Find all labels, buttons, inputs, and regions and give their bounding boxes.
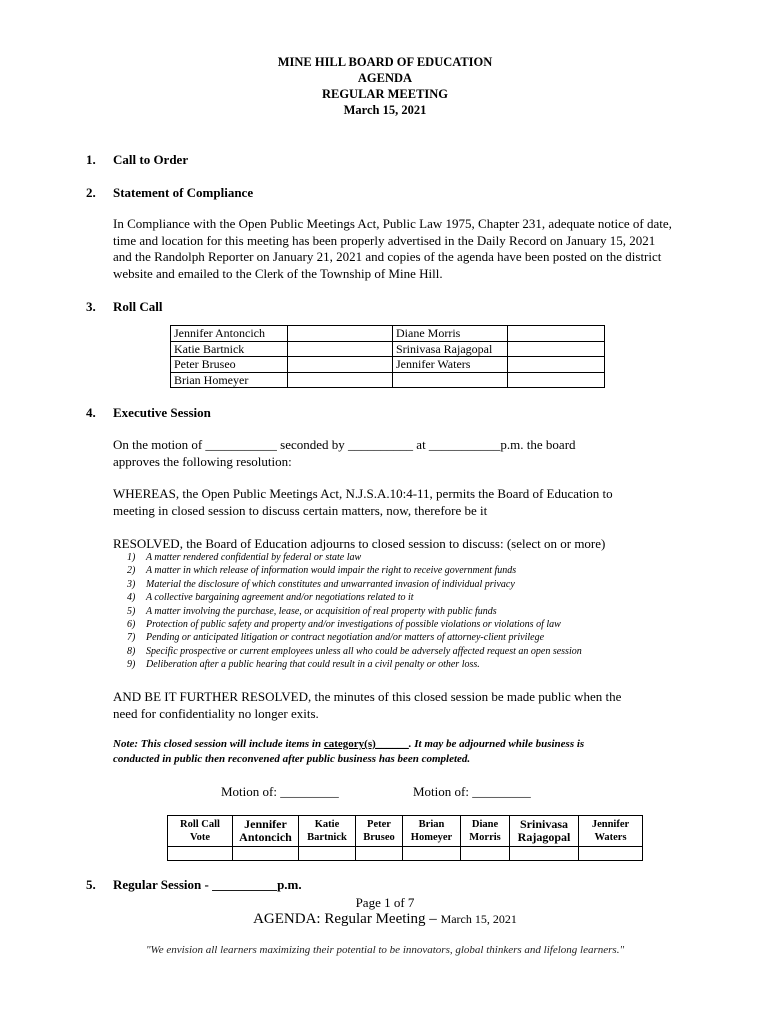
roll-mark-cell[interactable]: [508, 341, 605, 357]
district-motto: "We envision all learners maximizing their potential to be innovators, global thinkers and lifelong learners.": [145, 944, 625, 956]
section-5-number: 5.: [86, 877, 96, 892]
table-row: [171, 372, 605, 388]
compliance-paragraph: [113, 216, 723, 282]
table-row: [171, 357, 605, 373]
compliance-line: website and emailed to the Clerk of the Township of Mine Hill.: [113, 265, 443, 281]
vote-header: Peter Bruseo: [356, 816, 403, 847]
vote-cell[interactable]: [356, 847, 403, 861]
motion-of-1[interactable]: Motion of: _________: [221, 784, 339, 799]
section-4-title: Executive Session: [113, 405, 211, 420]
table-row: [168, 847, 643, 861]
roll-name: Peter Bruseo: [171, 357, 288, 373]
list-item[interactable]: 3) Material the disclosure of which constitutes and unwarranted invasion of individual privacy: [127, 578, 515, 590]
further-line: AND BE IT FURTHER RESOLVED, the minutes of this closed session be made public when the: [113, 689, 622, 704]
meeting-type: REGULAR MEETING: [321, 87, 449, 101]
category-blank[interactable]: category(s)______: [323, 738, 409, 750]
roll-mark-cell[interactable]: [508, 357, 605, 373]
further-line: need for confidentiality no longer exits.: [113, 705, 319, 721]
roll-name: Jennifer Antoncich: [171, 326, 288, 342]
resolved-line: RESOLVED, the Board of Education adjourns to closed session to discuss: (select on or more): [113, 536, 606, 551]
compliance-line: time and location for this meeting has been properly advertised in the Daily Record on January 15, 2021: [113, 232, 656, 248]
vote-header: Roll Call Vote: [168, 816, 233, 847]
meeting-date: March 15, 2021: [343, 103, 427, 117]
vote-header: Srinivasa Rajagopal: [510, 816, 579, 847]
whereas-line: meeting in closed session to discuss certain matters, now, therefore be it: [113, 502, 488, 518]
vote-header: Jennifer Antoncich: [233, 816, 299, 847]
list-item[interactable]: 5) A matter involving the purchase, lease, or acquisition of real property with public funds: [127, 605, 497, 617]
note-line: Note: This closed session will include items in category(s)______. It may be adjourned while business is: [113, 738, 585, 750]
list-item[interactable]: 9) Deliberation after a public hearing that could result in a civil penalty or other loss.: [127, 659, 480, 671]
list-item[interactable]: 4) A collective bargaining agreement and/or negotiations related to it: [127, 592, 414, 604]
section-1-title: Call to Order: [113, 152, 189, 167]
roll-call-table: [170, 325, 605, 388]
section-2-title: Statement of Compliance: [113, 185, 254, 200]
table-row: [171, 326, 605, 342]
table-row: [168, 816, 643, 847]
motion-line: approves the following resolution:: [113, 453, 292, 469]
district-title: MINE HILL BOARD OF EDUCATION: [277, 55, 493, 69]
closed-session-items: [127, 551, 582, 672]
vote-cell[interactable]: [579, 847, 643, 861]
roll-mark-cell[interactable]: [288, 341, 393, 357]
roll-name: Brian Homeyer: [171, 372, 288, 388]
vote-cell[interactable]: [168, 847, 233, 861]
roll-name: Katie Bartnick: [171, 341, 288, 357]
further-resolved-paragraph: [113, 689, 723, 722]
page-number: Page 1 of 7: [355, 895, 415, 910]
vote-header: Jennifer Waters: [579, 816, 643, 847]
motion-paragraph: [113, 437, 723, 470]
roll-mark-cell[interactable]: [508, 326, 605, 342]
compliance-line: In Compliance with the Open Public Meetings Act, Public Law 1975, Chapter 231, adequate notice of date,: [113, 216, 672, 231]
compliance-line: and the Randolph Reporter on January 21, 2021 and copies of the agenda have been posted on the district: [113, 249, 662, 264]
list-item[interactable]: 6) Protection of public safety and property and/or investigations of possible violations or violations of law: [127, 619, 561, 631]
vote-cell[interactable]: [233, 847, 299, 861]
roll-mark-cell[interactable]: [288, 372, 393, 388]
motion-of-2[interactable]: Motion of: _________: [413, 784, 531, 799]
footer-agenda: AGENDA: Regular Meeting – March 15, 2021: [253, 911, 517, 927]
section-3-title: Roll Call: [113, 299, 163, 314]
section-1-number: 1.: [86, 152, 96, 167]
whereas-line: WHEREAS, the Open Public Meetings Act, N.J.S.A.10:4-11, permits the Board of Education to: [113, 486, 613, 501]
list-item[interactable]: 8) Specific prospective or current employees unless all who could be adversely affected request an open session: [127, 645, 582, 657]
list-item[interactable]: 1) A matter rendered confidential by federal or state law: [127, 552, 362, 563]
vote-table: [167, 815, 643, 861]
roll-mark-cell[interactable]: [288, 357, 393, 373]
vote-header: Diane Morris: [461, 816, 510, 847]
section-2-number: 2.: [86, 185, 96, 200]
table-row: [171, 341, 605, 357]
roll-name: [393, 372, 508, 388]
section-3-number: 3.: [86, 299, 96, 314]
motion-line: On the motion of ___________ seconded by __________ at ___________p.m. the board: [113, 437, 576, 452]
vote-cell[interactable]: [510, 847, 579, 861]
roll-mark-cell[interactable]: [288, 326, 393, 342]
section-5-title: Regular Session - __________p.m.: [113, 877, 302, 892]
vote-header: Brian Homeyer: [403, 816, 461, 847]
note-line: conducted in public then reconvened after public business has been completed.: [113, 753, 471, 765]
list-item[interactable]: 7) Pending or anticipated litigation or contract negotiation and/or matters of attorney-client privilege: [127, 632, 545, 644]
vote-cell[interactable]: [403, 847, 461, 861]
agenda-title: AGENDA: [357, 71, 413, 85]
vote-cell[interactable]: [299, 847, 356, 861]
roll-mark-cell[interactable]: [508, 372, 605, 388]
closed-session-note: [113, 737, 584, 767]
list-item[interactable]: 2) A matter in which release of information would impair the right to receive government funds: [127, 565, 517, 577]
roll-name: Jennifer Waters: [393, 357, 508, 373]
vote-header: Katie Bartnick: [299, 816, 356, 847]
whereas-paragraph: [113, 486, 723, 519]
roll-name: Diane Morris: [393, 326, 508, 342]
roll-name: Srinivasa Rajagopal: [393, 341, 508, 357]
section-4-number: 4.: [86, 405, 96, 420]
vote-cell[interactable]: [461, 847, 510, 861]
